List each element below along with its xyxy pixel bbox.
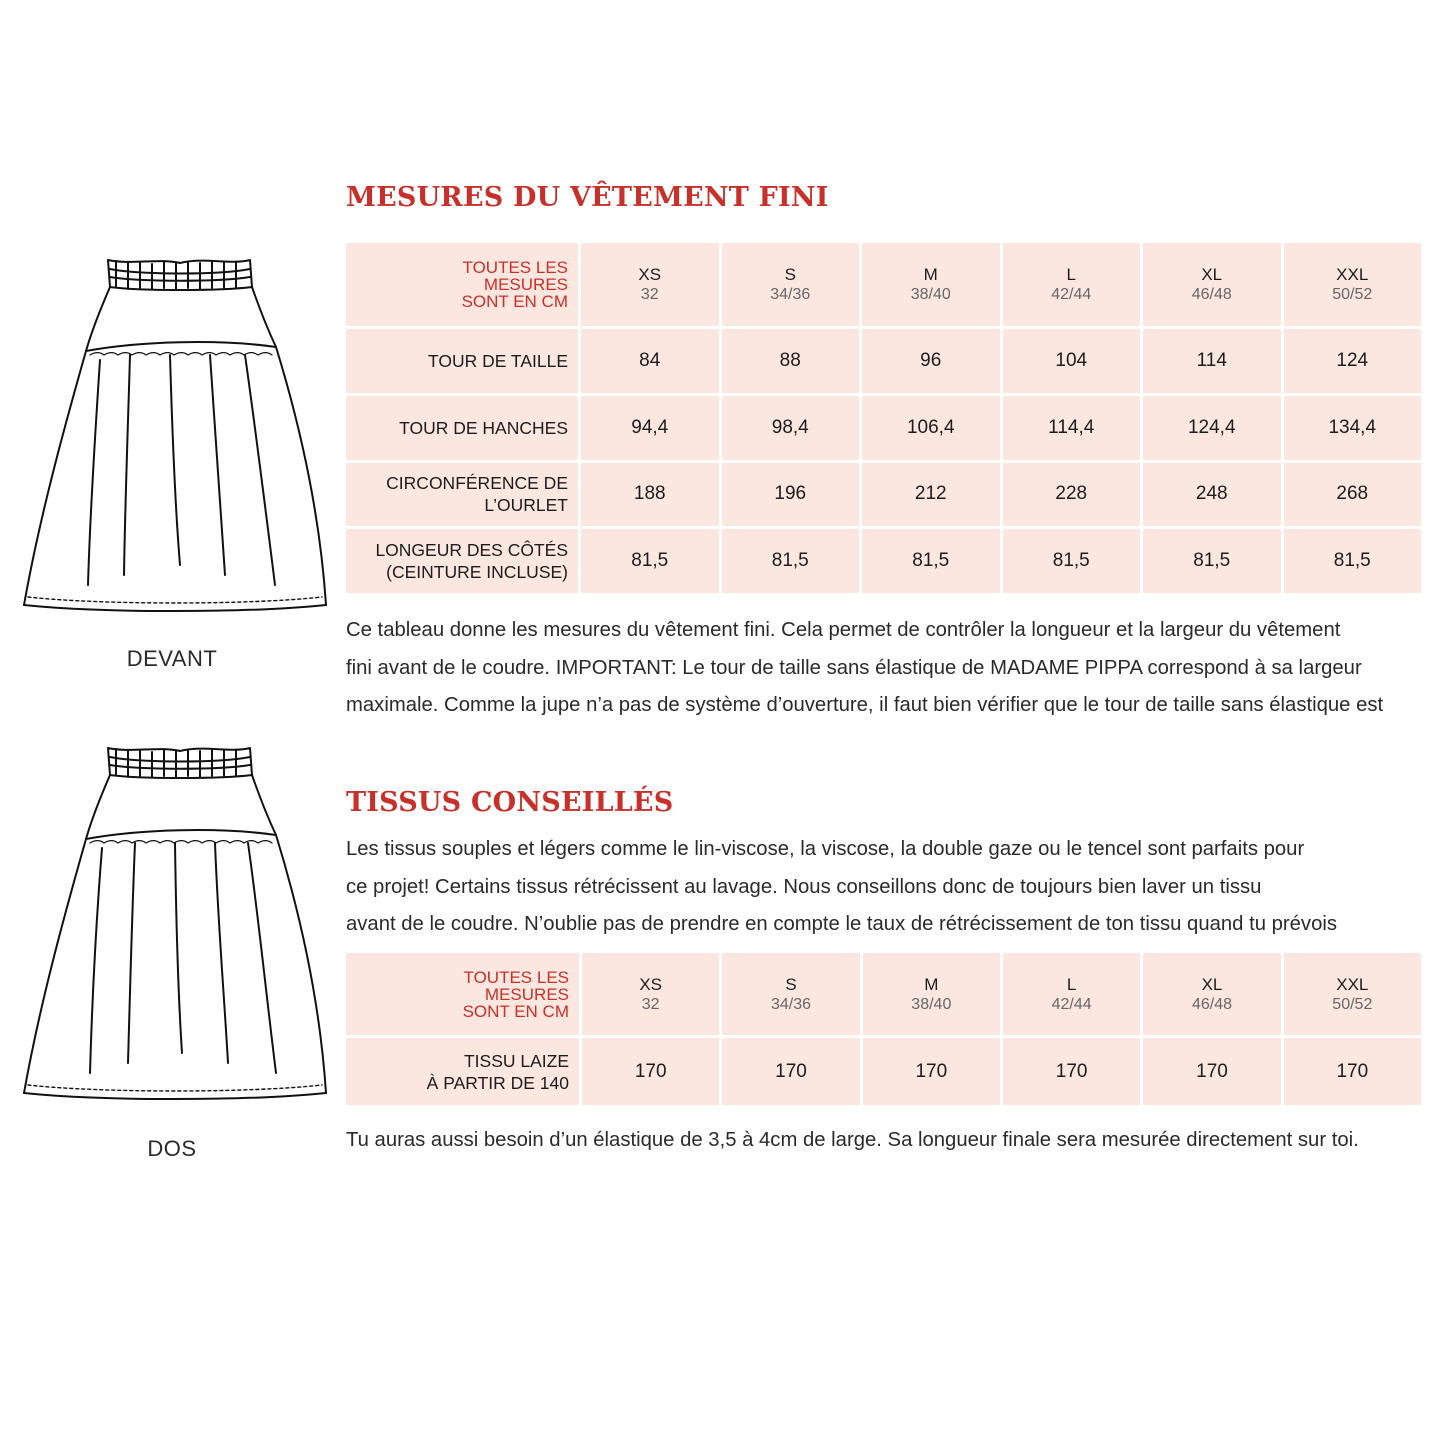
size-header bbox=[722, 243, 860, 326]
size-name: XXL bbox=[1336, 265, 1369, 284]
row-label: LONGEUR DES CÔTÉS (CEINTURE INCLUSE) bbox=[346, 529, 578, 593]
size-name: M bbox=[924, 974, 939, 994]
row-label: CIRCONFÉRENCE DE L’OURLET bbox=[346, 463, 578, 527]
paragraph-line: Ce tableau donne les mesures du vêtement fini. Cela permet de contrôler la longueur et la largeur du vêtement bbox=[346, 619, 1341, 641]
units-note: TOUTES LES MESURES SONT EN CM bbox=[346, 953, 579, 1035]
front-caption: DEVANT bbox=[126, 646, 218, 671]
measurement-value: 81,5 bbox=[1003, 529, 1141, 593]
size-header bbox=[582, 953, 719, 1035]
measurement-value: 104 bbox=[1003, 329, 1141, 393]
size-number: 42/44 bbox=[1051, 286, 1092, 303]
measurement-value: 196 bbox=[722, 463, 860, 527]
size-number: 34/36 bbox=[770, 995, 812, 1013]
size-name: M bbox=[923, 265, 938, 284]
size-number: 38/40 bbox=[910, 286, 951, 303]
measurement-value: 124 bbox=[1284, 329, 1422, 393]
size-name: XL bbox=[1201, 265, 1223, 284]
size-header bbox=[1284, 953, 1421, 1035]
size-number: 32 bbox=[640, 286, 659, 303]
paragraph-line: avant de le coudre. N’oublie pas de prendre en compte le taux de rétrécissement de ton tissu quand tu prévois bbox=[346, 913, 1337, 935]
size-header bbox=[1143, 243, 1281, 326]
measurement-value: 124,4 bbox=[1143, 396, 1281, 460]
measurement-value: 212 bbox=[862, 463, 1000, 527]
measurement-value: 170 bbox=[722, 1038, 859, 1105]
measurement-value: 170 bbox=[1143, 1038, 1280, 1105]
size-header bbox=[581, 243, 719, 326]
size-name: L bbox=[1066, 265, 1076, 284]
paragraph-line: Les tissus souples et légers comme le lin-viscose, la viscose, la double gaze ou le tencel sont parfaits pour bbox=[346, 838, 1305, 860]
size-number: 50/52 bbox=[1332, 286, 1373, 303]
size-name: S bbox=[784, 265, 796, 284]
recommended-fabrics-paragraph bbox=[346, 831, 1426, 944]
row-label: TOUR DE TAILLE bbox=[346, 329, 578, 393]
paragraph-line: fini avant de le coudre. IMPORTANT: Le tour de taille sans élastique de MADAME PIPPA correspond à sa largeur bbox=[346, 656, 1362, 679]
section-title-finished-measurements: MESURES DU VÊTEMENT FINI bbox=[346, 182, 829, 213]
size-header bbox=[1284, 243, 1422, 326]
measurement-value: 170 bbox=[1284, 1038, 1421, 1105]
paragraph-line: ce projet! Certains tissus rétrécissent au lavage. Nous conseillons donc de toujours bien laver un tissu bbox=[346, 875, 1262, 898]
measurement-value: 248 bbox=[1143, 463, 1281, 527]
size-name: XS bbox=[638, 265, 662, 284]
measurement-value: 106,4 bbox=[862, 396, 1000, 460]
size-number: 34/36 bbox=[770, 286, 811, 303]
measurement-value: 81,5 bbox=[1143, 529, 1281, 593]
measurement-value: 170 bbox=[863, 1038, 1000, 1105]
size-number: 46/48 bbox=[1191, 286, 1232, 303]
size-number: 32 bbox=[641, 995, 660, 1013]
size-header bbox=[722, 953, 859, 1035]
size-number: 50/52 bbox=[1332, 995, 1373, 1013]
measurement-value: 134,4 bbox=[1284, 396, 1422, 460]
size-header bbox=[1003, 243, 1141, 326]
units-note: TOUTES LES MESURES SONT EN CM bbox=[346, 243, 578, 326]
back-caption: DOS bbox=[147, 1136, 197, 1161]
size-name: L bbox=[1066, 974, 1077, 994]
size-number: 38/40 bbox=[911, 995, 952, 1013]
measurement-value: 228 bbox=[1003, 463, 1141, 527]
fabric-requirements-table bbox=[346, 953, 1421, 1105]
row-label: TOUR DE HANCHES bbox=[346, 396, 578, 460]
finished-measurements-paragraph bbox=[346, 612, 1426, 725]
size-number: 46/48 bbox=[1191, 995, 1233, 1013]
measurement-value: 88 bbox=[722, 329, 860, 393]
paragraph-line: maximale. Comme la jupe n’a pas de système d’ouverture, il faut bien vérifier que le tour de taille sans élastique est bbox=[346, 694, 1384, 716]
measurement-value: 170 bbox=[582, 1038, 719, 1105]
measurement-value: 114 bbox=[1143, 329, 1281, 393]
size-name: XL bbox=[1201, 974, 1223, 994]
size-header bbox=[1143, 953, 1280, 1035]
skirt-front-illustration bbox=[20, 255, 332, 615]
measurement-value: 81,5 bbox=[1284, 529, 1422, 593]
skirt-back-illustration bbox=[20, 743, 332, 1103]
finished-measurements-table bbox=[346, 243, 1421, 593]
size-header bbox=[862, 243, 1000, 326]
measurement-value: 170 bbox=[1003, 1038, 1140, 1105]
size-name: S bbox=[785, 974, 797, 994]
size-header bbox=[1003, 953, 1140, 1035]
measurement-value: 81,5 bbox=[862, 529, 1000, 593]
section-title-recommended-fabrics: TISSUS CONSEILLÉS bbox=[346, 787, 674, 818]
measurement-value: 96 bbox=[862, 329, 1000, 393]
size-number: 42/44 bbox=[1051, 995, 1092, 1013]
elastic-note: Tu auras aussi besoin d’un élastique de 3,5 à 4cm de large. Sa longueur finale sera mesurée directement sur toi. bbox=[346, 1129, 1359, 1151]
measurement-value: 98,4 bbox=[722, 396, 860, 460]
size-name: XS bbox=[639, 974, 662, 994]
measurement-value: 81,5 bbox=[722, 529, 860, 593]
size-name: XXL bbox=[1336, 974, 1369, 994]
measurement-value: 268 bbox=[1284, 463, 1422, 527]
measurement-value: 114,4 bbox=[1003, 396, 1141, 460]
measurement-value: 84 bbox=[581, 329, 719, 393]
size-header bbox=[863, 953, 1000, 1035]
measurement-value: 188 bbox=[581, 463, 719, 527]
row-label: TISSU LAIZE À PARTIR DE 140 bbox=[346, 1038, 579, 1105]
measurement-value: 94,4 bbox=[581, 396, 719, 460]
measurement-value: 81,5 bbox=[581, 529, 719, 593]
